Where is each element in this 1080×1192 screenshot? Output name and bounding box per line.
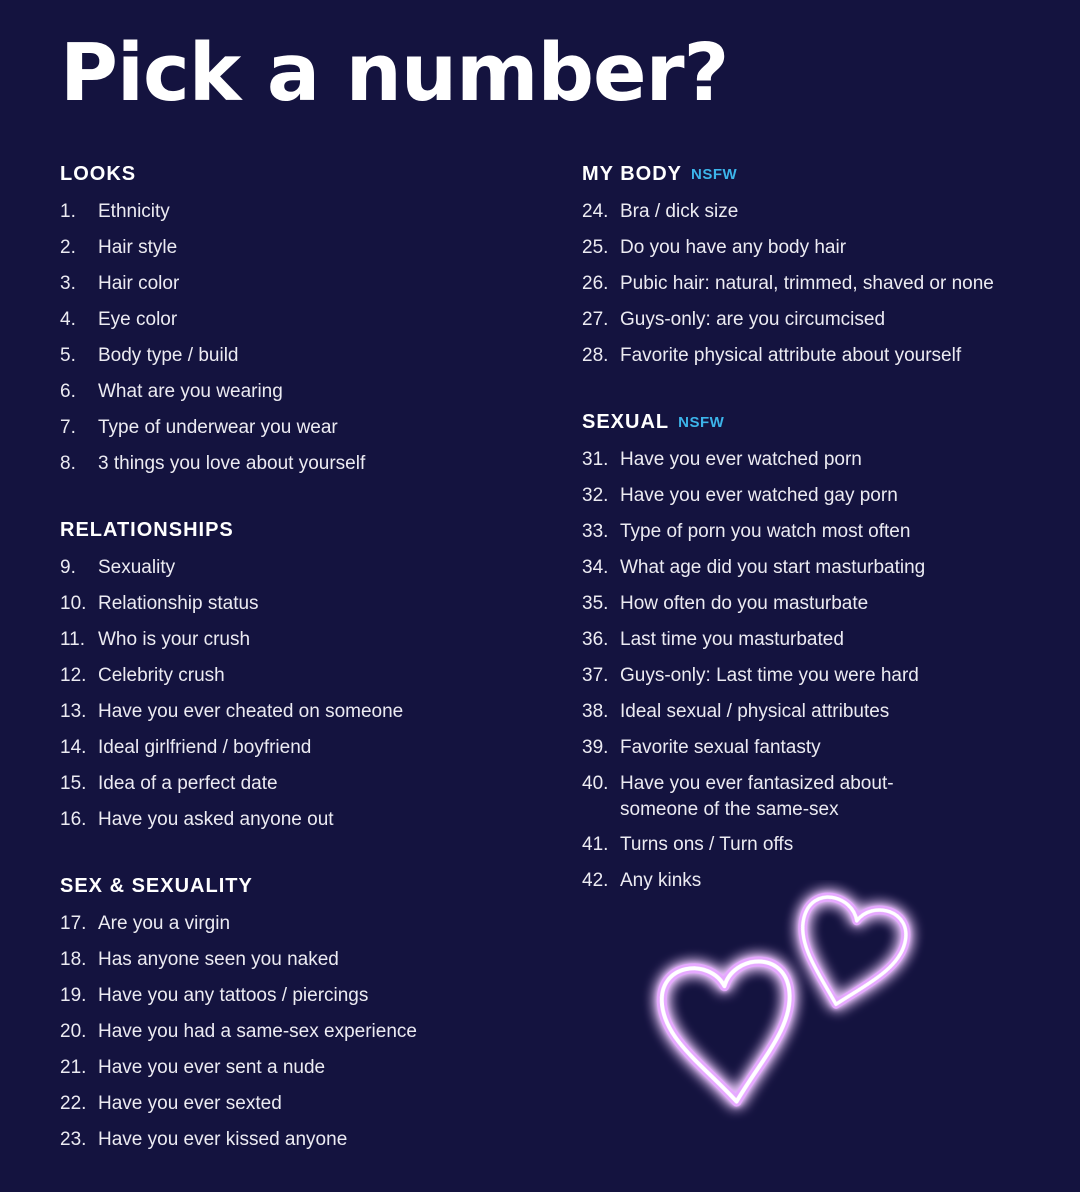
list-item (582, 338, 1052, 374)
list-item (60, 802, 540, 838)
list-item (60, 586, 540, 622)
list-item (60, 550, 540, 586)
item-number: 40. (582, 773, 609, 794)
item-number: 37. (582, 665, 609, 686)
list-item (60, 302, 540, 338)
list-item (60, 766, 540, 802)
page-title: Pick a number? (60, 27, 729, 119)
item-number: 28. (582, 345, 609, 366)
item-text: Pubic hair: natural, trimmed, shaved or none (620, 273, 994, 294)
item-text: Have you asked anyone out (98, 809, 334, 830)
item-number: 14. (60, 737, 87, 758)
item-number: 8. (60, 453, 76, 474)
item-number: 39. (582, 737, 609, 758)
item-number: 1. (60, 201, 76, 222)
list-item (582, 478, 1052, 514)
list-item (60, 942, 540, 978)
item-number: 42. (582, 870, 609, 891)
item-number: 22. (60, 1093, 87, 1114)
heart-icon (659, 958, 801, 1108)
item-text: Favorite sexual fantasty (620, 737, 821, 758)
item-number: 38. (582, 701, 609, 722)
item-number: 4. (60, 309, 76, 330)
list-item (582, 230, 1052, 266)
item-number: 19. (60, 985, 87, 1006)
item-text: Have you ever watched porn (620, 449, 862, 470)
item-text: Have you had a same-sex experience (98, 1021, 417, 1042)
list-item (60, 266, 540, 302)
item-number: 13. (60, 701, 87, 722)
item-number: 33. (582, 521, 609, 542)
list-item (60, 446, 540, 482)
list-item (582, 766, 1052, 827)
item-text: Ideal sexual / physical attributes (620, 701, 890, 722)
item-text: Hair color (98, 273, 180, 294)
item-text: Has anyone seen you naked (98, 949, 339, 970)
item-text: Who is your crush (98, 629, 251, 650)
section-relationships (60, 516, 540, 838)
item-number: 25. (582, 237, 609, 258)
item-number: 35. (582, 593, 609, 614)
item-number: 23. (60, 1129, 87, 1150)
list-item (60, 1086, 540, 1122)
list-item (60, 410, 540, 446)
right-column (582, 160, 1052, 933)
item-text: How often do you masturbate (620, 593, 869, 614)
left-column (60, 160, 540, 1192)
item-text: 3 things you love about yourself (98, 453, 366, 474)
item-text: Last time you masturbated (620, 629, 844, 650)
item-number: 7. (60, 417, 76, 438)
item-number: 21. (60, 1057, 87, 1078)
item-number: 6. (60, 381, 76, 402)
section-heading-looks: LOOKS (60, 163, 137, 185)
section-my-body (582, 160, 1052, 374)
list-item (582, 730, 1052, 766)
relationships-list (60, 550, 540, 838)
item-number: 36. (582, 629, 609, 650)
sex-sexuality-list (60, 906, 540, 1158)
list-item (60, 906, 540, 942)
list-item (582, 266, 1052, 302)
item-text: Guys-only: are you circumcised (620, 309, 886, 330)
looks-list (60, 194, 540, 482)
item-text: Body type / build (98, 345, 239, 366)
item-text: What age did you start masturbating (620, 557, 926, 578)
item-number: 5. (60, 345, 76, 366)
list-item (582, 586, 1052, 622)
item-text: Have you ever fantasized about- someone of the same-sex (620, 773, 894, 820)
section-heading-sexual (582, 408, 1052, 436)
section-heading-sexual-text: SEXUAL (582, 411, 670, 433)
item-number: 20. (60, 1021, 87, 1042)
section-sexual (582, 408, 1052, 899)
item-text: Idea of a perfect date (98, 773, 278, 794)
item-text: Have you ever cheated on someone (98, 701, 404, 722)
list-item (60, 1122, 540, 1158)
item-number: 27. (582, 309, 609, 330)
item-number: 32. (582, 485, 609, 506)
list-item (60, 338, 540, 374)
my-body-list (582, 194, 1052, 374)
section-heading-my-body-text: MY BODY (582, 163, 682, 185)
section-looks (60, 160, 540, 482)
list-item (60, 194, 540, 230)
item-text: Bra / dick size (620, 201, 739, 222)
item-text: Guys-only: Last time you were hard (620, 665, 919, 686)
list-item (582, 442, 1052, 478)
list-item (60, 978, 540, 1014)
item-text: Have you any tattoos / piercings (98, 985, 369, 1006)
item-text: Have you ever sexted (98, 1093, 282, 1114)
heart-icon (786, 892, 912, 1017)
item-number: 18. (60, 949, 87, 970)
item-text: Ideal girlfriend / boyfriend (98, 737, 312, 758)
section-heading-my-body (582, 160, 1052, 188)
item-number: 2. (60, 237, 76, 258)
item-text: Sexuality (98, 557, 176, 578)
item-number: 17. (60, 913, 87, 934)
item-number: 16. (60, 809, 87, 830)
list-item (582, 550, 1052, 586)
item-text: Are you a virgin (98, 913, 231, 934)
item-text: Hair style (98, 237, 178, 258)
list-item (582, 302, 1052, 338)
list-item (582, 622, 1052, 658)
item-number: 10. (60, 593, 87, 614)
item-text: Celebrity crush (98, 665, 225, 686)
item-text: Have you ever sent a nude (98, 1057, 326, 1078)
list-item (60, 230, 540, 266)
section-heading-relationships: RELATIONSHIPS (60, 519, 234, 541)
list-item (60, 1014, 540, 1050)
item-text: Favorite physical attribute about yourself (620, 345, 962, 366)
list-item (582, 658, 1052, 694)
item-text: Type of porn you watch most often (620, 521, 911, 542)
list-item (582, 514, 1052, 550)
item-number: 9. (60, 557, 76, 578)
item-text: Have you ever kissed anyone (98, 1129, 348, 1150)
list-item (60, 658, 540, 694)
item-number: 26. (582, 273, 609, 294)
item-number: 11. (60, 629, 86, 650)
nsfw-badge: NSFW (678, 414, 725, 431)
item-text: Type of underwear you wear (98, 417, 338, 438)
item-text: Do you have any body hair (620, 237, 847, 258)
list-item (60, 1050, 540, 1086)
item-number: 41. (582, 834, 609, 855)
list-item (60, 374, 540, 410)
item-text: Have you ever watched gay porn (620, 485, 898, 506)
sexual-list (582, 442, 1052, 899)
item-text: What are you wearing (98, 381, 283, 402)
list-item (60, 622, 540, 658)
item-number: 34. (582, 557, 609, 578)
item-number: 24. (582, 201, 609, 222)
item-number: 12. (60, 665, 87, 686)
list-item (582, 827, 1052, 863)
item-number: 31. (582, 449, 609, 470)
list-item (582, 694, 1052, 730)
item-text: Ethnicity (98, 201, 170, 222)
list-item (582, 194, 1052, 230)
list-item (60, 694, 540, 730)
item-number: 3. (60, 273, 76, 294)
nsfw-badge: NSFW (690, 166, 738, 183)
section-sex-sexuality (60, 872, 540, 1158)
item-text: Relationship status (98, 593, 259, 614)
neon-hearts-decoration (630, 880, 940, 1130)
section-heading-sex-sexuality: SEX & SEXUALITY (60, 875, 253, 897)
item-number: 15. (60, 773, 87, 794)
item-text: Any kinks (620, 870, 702, 891)
item-text: Turns ons / Turn offs (620, 834, 794, 855)
list-item (60, 730, 540, 766)
item-text: Eye color (98, 309, 178, 330)
